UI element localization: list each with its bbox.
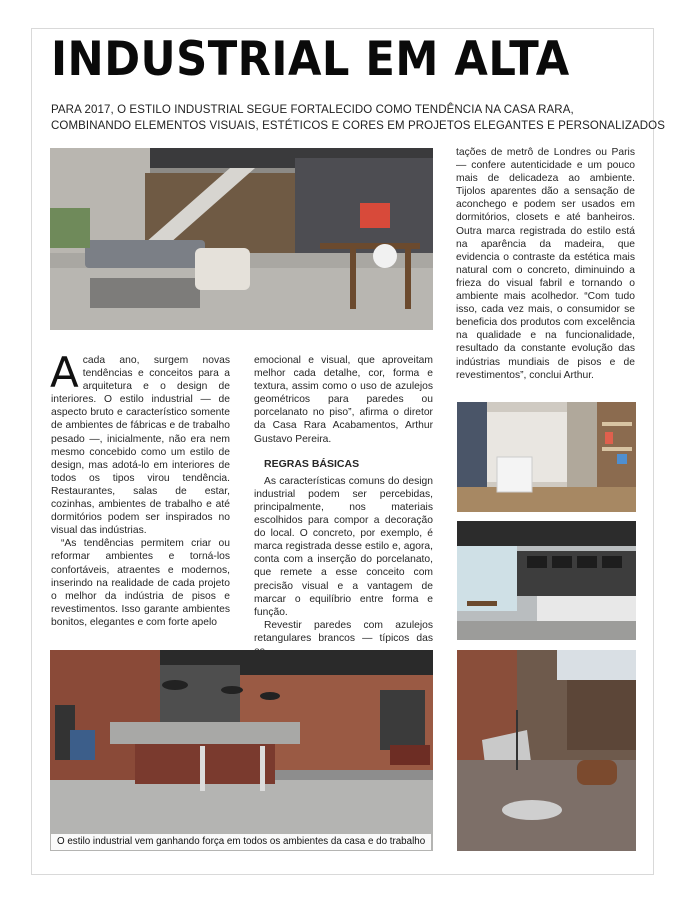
drop-cap: A: [50, 348, 79, 397]
section-heading: REGRAS BÁSICAS: [264, 457, 360, 470]
article-column-1: [50, 348, 230, 629]
article-column-3: [456, 146, 635, 382]
article-subtitle: [51, 102, 665, 134]
photo-caption: O estilo industrial vem ganhando força em todos os ambientes da casa e do trabalho: [51, 834, 431, 850]
photo-fireplace: [457, 650, 636, 851]
column-1-paragraph-1: cada ano, surgem novas tendências e conceitos para a arquitetura e o design de interiores. O estilo industrial — de aspecto bruto e característico somente de ambientes de fábricas e de trabalho pesado —, inicialmente, não era nem mesmo concebido como um estilo de design, mas adotá-lo em interiores de todos os tipos virou tendência. Restaurantes, salas de estar, cozinhas, ambientes de trabalho e até dormitórios podem ser inspirados no visual das indústrias.: [51, 355, 230, 537]
photo-kids-room: [457, 402, 636, 512]
photo-living-room: [50, 148, 433, 330]
column-2-paragraph-2: As características comuns do design industrial podem ser percebidas, principalmente, nos materiais escolhidos para compor a decoração do local. O concreto, por exemplo, é marca registrada desse estilo e, agora, conta com a inserção do porcelanato, que remete a esse conceito com precisão visual e a vantagem de marcar o equilíbrio entre forma e função.: [254, 475, 433, 618]
column-3-paragraph-1: tações de metrô de Londres ou Paris — confere autenticidade e um pouco mais de delicadeza ao ambiente. Tijolos aparentes dão a sensação de aconchego e podem ser usados em dormitórios, closets e até banheiros. Outra marca registrada do estilo está na aparência da madeira, que evidencia o contraste da estética mais natural com o concreto, diminuindo a frieza do visual fabril e tornando o ambiente mais acolhedor. “Com tudo isso, cada vez mais, o consumidor se beneficia dos produtos com excelência na qualidade e na funcionalidade, resultado da constante evolução das indústrias mundiais de pisos e de revestimentos”, conclui Arthur.: [456, 147, 635, 381]
photo-cafe: [457, 521, 636, 640]
column-2-paragraph-3: Revestir paredes com azulejos retangulares brancos — típicos das: [254, 619, 433, 644]
column-2-paragraph-1: emocional e visual, que aproveitam melhor cada detalhe, cor, forma e textura, assim como o uso de azulejos geométricos para paredes ou porcelanato no piso”, afirma o diretor da Casa Rara Acabamentos, Arthur Gustavo Pereira.: [254, 355, 433, 445]
subtitle-line-2: COMBINANDO ELEMENTOS VISUAIS, ESTÉTICOS E CORES EM PROJETOS ELEGANTES E PERSONALIZADOS: [51, 120, 665, 132]
photo-store: [50, 650, 433, 851]
article-title: INDUSTRIAL EM ALTA: [51, 32, 570, 87]
column-1-paragraph-2: “As tendências permitem criar ou reformar ambientes e torná-los confortáveis, atraentes e modernos, inserindo na realidade de cada projeto o melhor da indústria de pisos e revestimentos. Isso garante ambientes bonitos, elegantes e com forte apelo: [51, 538, 230, 628]
article-column-2: [254, 354, 433, 658]
subtitle-line-1: PARA 2017, O ESTILO INDUSTRIAL SEGUE FORTALECIDO COMO TENDÊNCIA NA CASA RARA,: [51, 104, 574, 116]
